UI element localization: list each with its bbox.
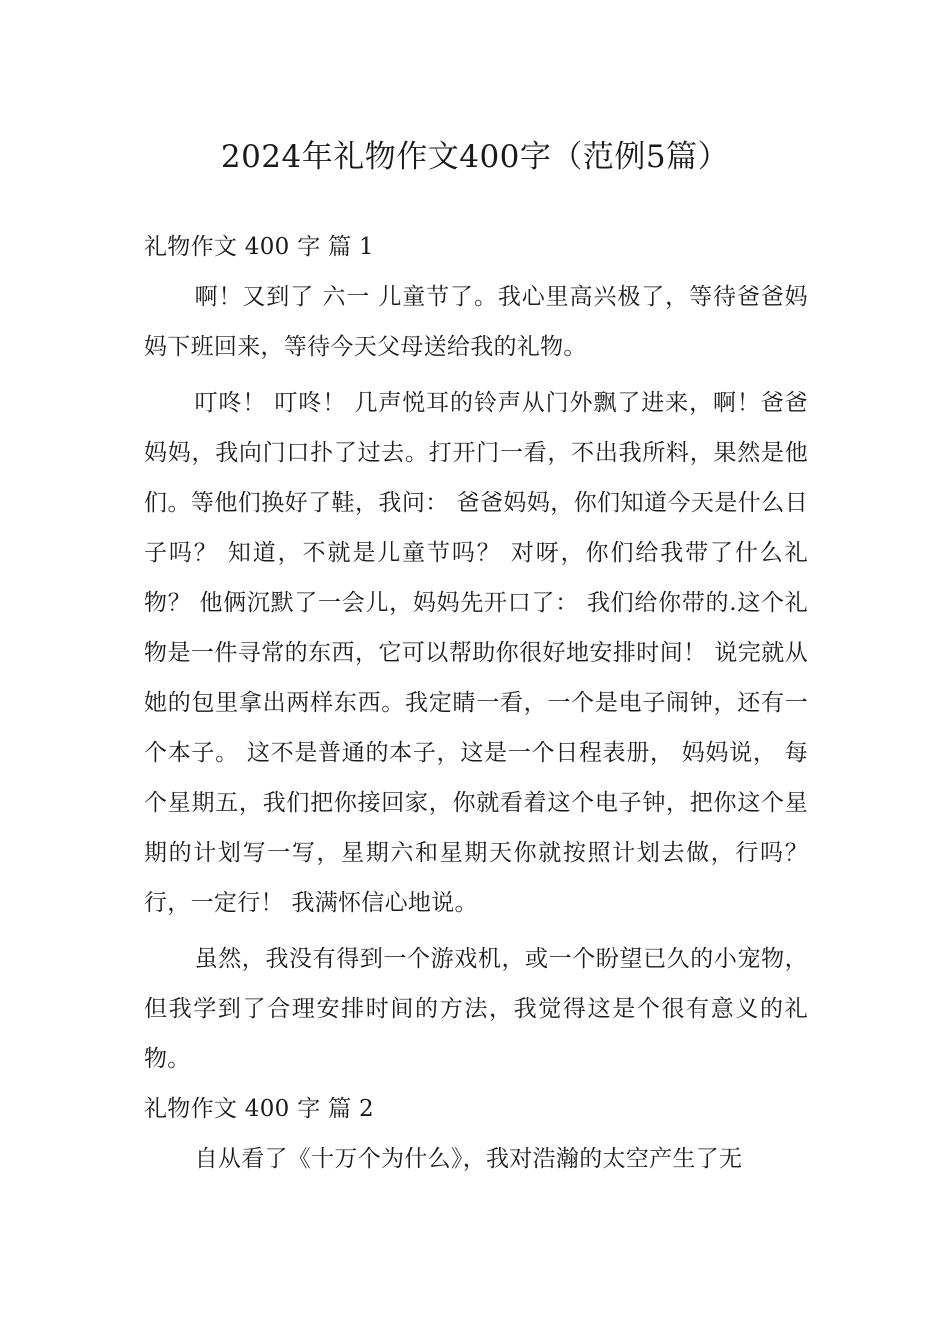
section-heading-2: 礼物作文 400 字 篇 2 (144, 1096, 374, 1122)
section-heading-1: 礼物作文 400 字 篇 1 (144, 234, 374, 260)
paragraph: 自从看了《十万个为什么》，我对浩瀚的太空产生了无 (194, 1146, 743, 1172)
paragraph: 啊！又到了 六一 儿童节了。我心里高兴极了，等待爸爸妈妈下班回来，等待今天父母送给我的礼物。 (144, 284, 808, 360)
document-body (144, 222, 808, 1184)
document-title: 2024年礼物作文400字（范例5篇） (220, 139, 730, 175)
paragraph: 叮咚！ 叮咚！ 几声悦耳的铃声从门外飘了进来，啊！爸爸妈妈，我向门口扑了过去。打开门一看，不出我所料，果然是他们。等他们换好了鞋，我问： 爸爸妈妈，你们知道今天是什么日子吗？ 知道，不就是儿童节吗？ 对呀，你们给我带了什么礼物？ 他俩沉默了一会儿，妈妈先开口了： 我们给你带的.这个礼物是一件寻常的东西，它可以帮助你很好地安排时间！ 说完就从她的包里拿出两样东西。我定睛一看，一个是电子闹钟，还有一个本子。 这不是普通的本子，这是一个日程表册， 妈妈说， 每个星期五，我们把你接回家，你就看着这个电子钟，把你这个星期的计划写一写，星期六和星期天你就按照计划去做，行吗？ 行，一定行！ 我满怀信心地说。 (144, 390, 808, 916)
paragraph: 虽然，我没有得到一个游戏机，或一个盼望已久的小宠物，但我学到了合理安排时间的方法，我觉得这是个很有意义的礼物。 (144, 946, 808, 1072)
